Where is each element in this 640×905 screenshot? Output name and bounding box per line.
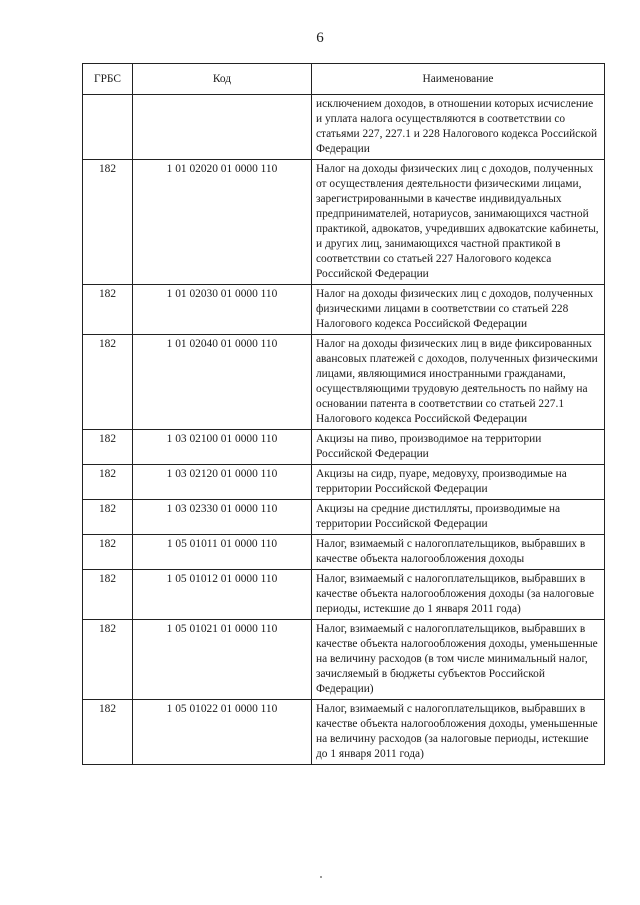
cell-code: 1 01 02030 01 0000 110: [133, 285, 312, 335]
cell-grbs: 182: [83, 620, 133, 700]
cell-name: исключением доходов, в отношении которых исчисление и уплата налога осуществляются в соответствии со статьями 227, 227.1 и 228 Налогового кодекса Российской Федерации: [312, 95, 605, 160]
cell-name: Налог, взимаемый с налогоплательщиков, выбравших в качестве объекта налогообложения доходы, уменьшенные на величину расходов (в том числе минимальный налог, зачисляемый в бюджеты субъектов Российской Федерации): [312, 620, 605, 700]
cell-name: Акцизы на сидр, пуаре, медовуху, производимые на территории Российской Федерации: [312, 465, 605, 500]
cell-code: 1 05 01011 01 0000 110: [133, 535, 312, 570]
cell-grbs: 182: [83, 500, 133, 535]
cell-name: Акцизы на средние дистилляты, производимые на территории Российской Федерации: [312, 500, 605, 535]
cell-code: 1 03 02330 01 0000 110: [133, 500, 312, 535]
cell-code: 1 01 02040 01 0000 110: [133, 335, 312, 430]
cell-code: 1 05 01022 01 0000 110: [133, 700, 312, 765]
cell-grbs: 182: [83, 700, 133, 765]
cell-name: Налог на доходы физических лиц с доходов, полученных физическими лицами в соответствии со статьей 228 Налогового кодекса Российской Федерации: [312, 285, 605, 335]
table-row: [83, 285, 605, 335]
cell-grbs: 182: [83, 335, 133, 430]
cell-name: Налог на доходы физических лиц в виде фиксированных авансовых платежей с доходов, полученных физическими лицами, являющимися иностранными гражданами, осуществляющими трудовую деятельность по найму на основании патента в соответствии со статьей 227.1 Налогового кодекса Российской Федерации: [312, 335, 605, 430]
scan-mark: [320, 876, 322, 878]
cell-code: [133, 95, 312, 160]
cell-name: Акцизы на пиво, производимое на территории Российской Федерации: [312, 430, 605, 465]
cell-name: Налог, взимаемый с налогоплательщиков, выбравших в качестве объекта налогообложения доходы: [312, 535, 605, 570]
cell-code: 1 05 01021 01 0000 110: [133, 620, 312, 700]
cell-name: Налог на доходы физических лиц с доходов, полученных от осуществления деятельности физическими лицами, зарегистрированными в качестве индивидуальных предпринимателей, нотариусов, занимающихся частной практикой, адвокатов, учредивших адвокатские кабинеты, и других лиц, занимающихся частной практикой в соответствии со статьей 227 Налогового кодекса Российской Федерации: [312, 160, 605, 285]
table-row: [83, 500, 605, 535]
table-row: [83, 620, 605, 700]
cell-grbs: 182: [83, 570, 133, 620]
cell-name: Налог, взимаемый с налогоплательщиков, выбравших в качестве объекта налогообложения доходы, уменьшенные на величину расходов (за налоговые периоды, истекшие до 1 января 2011 года): [312, 700, 605, 765]
cell-grbs: 182: [83, 430, 133, 465]
table-row: [83, 430, 605, 465]
header-grbs: ГРБС: [83, 64, 133, 95]
cell-grbs: 182: [83, 285, 133, 335]
revenue-codes-table: [82, 63, 605, 765]
page-number: 6: [316, 30, 324, 46]
table-header-row: [83, 64, 605, 95]
cell-code: 1 01 02020 01 0000 110: [133, 160, 312, 285]
table-row: [83, 700, 605, 765]
table-row: [83, 160, 605, 285]
table-row: [83, 335, 605, 430]
cell-grbs: 182: [83, 535, 133, 570]
cell-grbs: 182: [83, 465, 133, 500]
cell-grbs: [83, 95, 133, 160]
table-row: [83, 465, 605, 500]
cell-code: 1 03 02120 01 0000 110: [133, 465, 312, 500]
cell-code: 1 05 01012 01 0000 110: [133, 570, 312, 620]
cell-name: Налог, взимаемый с налогоплательщиков, выбравших в качестве объекта налогообложения доходы (за налоговые периоды, истекшие до 1 января 2011 года): [312, 570, 605, 620]
table-row: [83, 570, 605, 620]
cell-grbs: 182: [83, 160, 133, 285]
header-name: Наименование: [312, 64, 605, 95]
cell-code: 1 03 02100 01 0000 110: [133, 430, 312, 465]
table-row: [83, 535, 605, 570]
header-code: Код: [133, 64, 312, 95]
table-row: [83, 95, 605, 160]
